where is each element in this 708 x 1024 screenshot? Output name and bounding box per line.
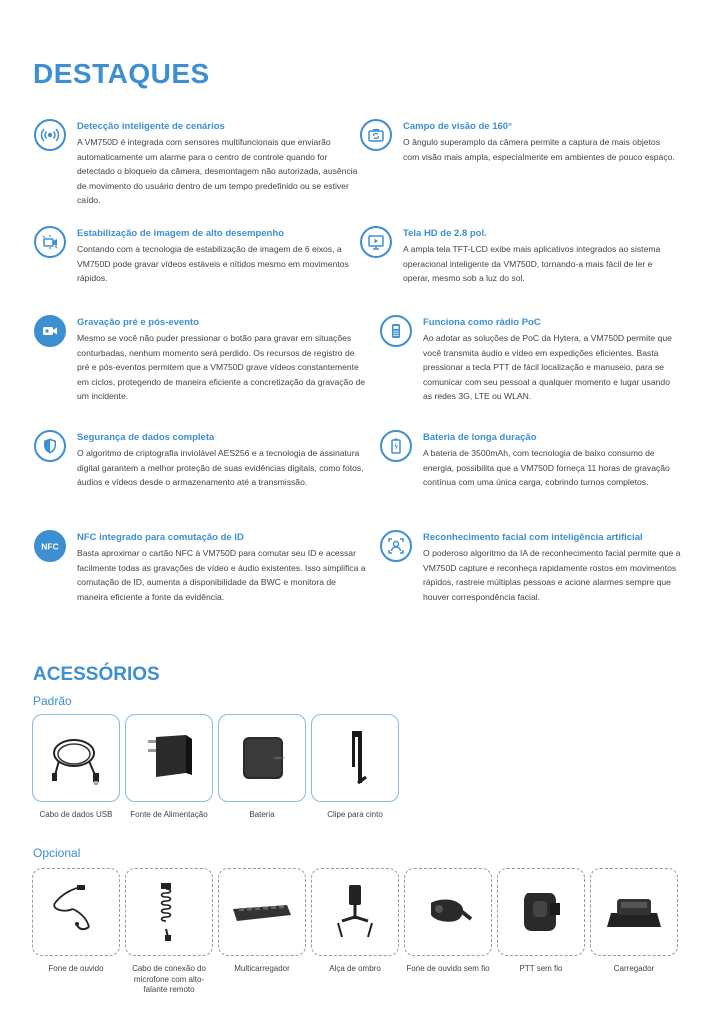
earpiece-icon <box>41 877 111 947</box>
battery-pack-icon <box>227 723 297 793</box>
feature-poc-radio: Funciona como rádio PoC Ao adotar as soluções de PoC da Hytera, a VM750D permite que você transmita áudio e vídeo em expedições eficientes. Basta pressionar a tecla PTT de fácil localização e manuseio, para se comunicar com seu pessoal a qualquer momento e lugar usando as redes 3G, LTE ou WLAN. <box>423 317 681 404</box>
radio-icon <box>380 315 412 347</box>
display-icon <box>360 226 392 258</box>
multi-charger-icon <box>227 877 297 947</box>
accessory-power-supply: Fonte de Alimentação <box>125 714 213 821</box>
feature-data-security: Segurança de dados completa O algoritmo de criptografia inviolável AES256 e a tecnologia de assinatura digital garantem a melhor proteção de suas evidências digitais, como fotos, áudios e vídeos desde o armazenamento até a transmissão. <box>77 432 367 490</box>
accessory-wireless-earpiece: Fone de ouvido sem fio <box>404 868 492 975</box>
svg-text:Hytera: Hytera <box>273 755 285 760</box>
feature-hd-screen: Tela HD de 2.8 pol. A ampla tela TFT-LCD exibe mais aplicativos integrados ao sistema operacional inteligente da VM750D, tornando-a mais fácil de ler e operar, mesmo sob a luz do sol. <box>403 228 678 286</box>
shoulder-strap-icon <box>320 877 390 947</box>
face-recognition-icon <box>380 530 412 562</box>
stabilization-icon <box>34 226 66 258</box>
feature-face-recognition: Reconhecimento facial com inteligência artificial O poderoso algoritmo da IA de reconhecimento facial permite que a VM750D capture e reconheça rapidamente rostos em movimentos rápidos, rastreie múltiplas pessoas e acione alarmes sempre que houver correspondência facial. <box>423 532 681 604</box>
belt-clip-icon <box>320 723 390 793</box>
video-record-icon <box>34 315 66 347</box>
accessory-usb-cable: Cabo de dados USB <box>32 714 120 821</box>
power-adapter-icon <box>134 723 204 793</box>
battery-icon <box>380 430 412 462</box>
svg-text:NFC: NFC <box>41 541 59 552</box>
feature-field-of-view: Campo de visão de 160° O ângulo superamplo da câmera permite a captura de mais objetos com visão mais ampla, especialmente em ambientes de pouco espaço. <box>403 121 678 164</box>
accessory-charger: Carregador <box>590 868 678 975</box>
accessory-wireless-ptt: PTT sem fio <box>497 868 585 975</box>
feature-scene-detection: Detecção inteligente de cenários A VM750D é integrada com sensores multifuncionais que enviarão automaticamente um alarme para o centro de controle quando for detectado o bloqueio da câmera, desmontagem não autorizada, ausência de movimento do usuário dentro de um tempo predefinido ou se estiver caído. <box>77 121 367 208</box>
shield-icon <box>34 430 66 462</box>
standard-label: Padrão <box>33 694 72 708</box>
accessory-shoulder-strap: Alça de ombro <box>311 868 399 975</box>
page-title: DESTAQUES <box>33 58 210 89</box>
wireless-ptt-icon <box>506 877 576 947</box>
accessories-heading: ACESSÓRIOS <box>33 664 160 685</box>
accessory-remote-mic-cable: Cabo de conexão do microfone com alto-falante remoto <box>125 868 213 996</box>
accessory-battery: Hytera Bateria <box>218 714 306 821</box>
sensor-icon <box>34 119 66 151</box>
optional-label: Opcional <box>33 846 81 860</box>
accessory-earpiece: Fone de ouvido <box>32 868 120 975</box>
feature-battery: Bateria de longa duração A bateria de 3500mAh, com tecnologia de baixo consumo de energia, possibilita que a VM750D forneça 11 horas de gravação contínua com uma única carga, cobrindo turnos completos. <box>423 432 681 490</box>
feature-pre-post-recording: Gravação pré e pós-evento Mesmo se você não puder pressionar o botão para gravar em situações conturbadas, nenhum momento será perdido. Os recursos de registro de pré e pós-eventos permitem que a VM750D grave vídeos constantemente em ciclos, protegendo de maneira eficiente a concretização da gravação de um incidente. <box>77 317 367 404</box>
coiled-cable-icon <box>134 877 204 947</box>
usb-cable-icon <box>41 723 111 793</box>
accessory-belt-clip: Clipe para cinto <box>311 714 399 821</box>
camera-rotate-icon <box>360 119 392 151</box>
wireless-earpiece-icon <box>413 877 483 947</box>
nfc-icon <box>34 530 66 562</box>
accessory-multi-charger: Multicarregador <box>218 868 306 975</box>
feature-stabilization: Estabilização de imagem de alto desempenho Contando com a tecnologia de estabilização de imagem de 6 eixos, a VM750D pode gravar vídeos estáveis e nítidos mesmo em movimentos rápidos. <box>77 228 367 286</box>
feature-nfc: NFC NFC integrado para comutação de ID Basta aproximar o cartão NFC à VM750D para comutar seu ID e acessar facilmente todas as gravações de vídeo e áudio existentes. Isso simplifica a comutação de ID, aumenta a disponibilidade da BWC e monitora de maneira eficiente a fonte da evidência. <box>77 532 367 604</box>
charger-dock-icon <box>599 877 669 947</box>
